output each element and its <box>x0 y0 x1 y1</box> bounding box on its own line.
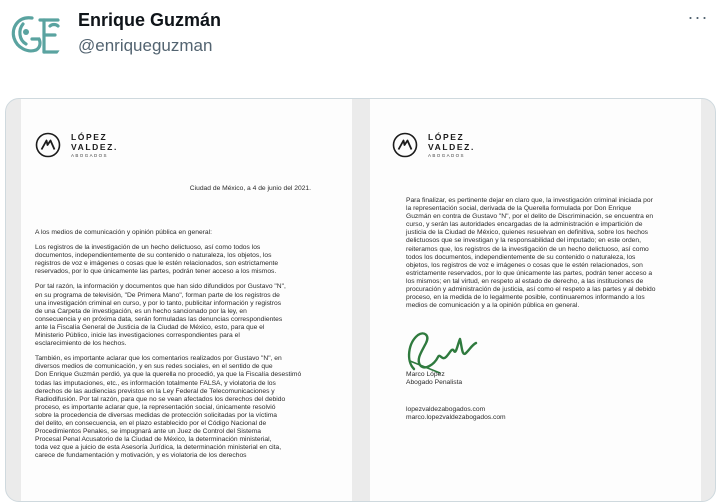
doc-line: ante la Fiscalía General de Justicia de la Ciudad de México, esto, para que el <box>35 323 265 331</box>
doc-line: Por tal razón, la información y documentos que han sido difundidos por Gustavo "N", <box>35 283 286 291</box>
doc-line: Don Enrique Guzmán perdió, ya que la querella no procedió, ya que la Fiscalía desestimó <box>35 371 302 379</box>
doc-line: la representación social, derivada de la Querella formulada por Don Enrique <box>406 205 632 213</box>
tweet-media[interactable] <box>5 98 716 502</box>
doc-line: esclarecimiento de los hechos. <box>35 340 127 348</box>
doc-line: proceso, en la medida de lo legalmente posible, continuaremos informando a los <box>406 294 645 302</box>
doc-line: objetos, los registros de voz e imágenes o cosas que le estén relacionados, son <box>406 261 643 269</box>
firm-name <box>428 133 475 152</box>
letter-body-page-2 <box>406 197 692 317</box>
doc-line: estrictamente reservados, por lo que únicamente las partes, podrán tener acceso a <box>406 269 653 277</box>
doc-line: del delito, en consecuencia, en el plazo establecido por el Código Nacional de <box>35 419 267 427</box>
signer-name: Marco López <box>406 371 445 378</box>
doc-line: consecuencia y en próxima data, serán formuladas las denuncias correspondientes <box>35 315 283 323</box>
doc-line: Ministerio Público, inicie las investigaciones correspondientes para el <box>35 332 240 340</box>
doc-line: reservados, por lo que únicamente las partes, podrán tener acceso a los mismos. <box>35 268 277 276</box>
doc-line: curso, y serán las autoridades encargadas de la administración e impartición de <box>406 221 643 229</box>
doc-line: toda vez que a juicio de esta Asesoría Jurídica, la determinación ministerial en cita, <box>35 444 282 452</box>
doc-line: Procesal Penal Acusatorio de la Ciudad de México, la determinación ministerial, <box>35 436 272 444</box>
eg-monogram-logo-icon <box>6 6 64 64</box>
firm-logo-icon <box>392 132 418 158</box>
doc-line: derechos de las audiencias previstos en la Ley Federal de Telecomunicaciones y <box>35 387 275 395</box>
doc-line: También, es importante aclarar que los comentarios realizados por Gustavo "N", en <box>35 355 282 363</box>
letter-body-page-1 <box>35 229 335 467</box>
signer-title: Abogado Penalista <box>406 379 463 387</box>
doc-line: en su programa de televisión, "De Primera Mano", forman parte de los registros de <box>35 291 280 299</box>
doc-line: Para finalizar, es pertinente dejar en claro que, la investigación criminal iniciada por <box>406 197 653 204</box>
user-handle[interactable]: @enriqueguzman <box>78 36 213 55</box>
firm-name-line2: VALDEZ. <box>428 141 475 152</box>
firm-subtitle: ABOGADOS <box>71 153 108 158</box>
firm-website: lopezvaldezabogados.com <box>406 406 486 413</box>
doc-line: procuración y administración de justicia, así como el respeto a las partes y al debido <box>406 286 656 294</box>
doc-line: medios de comunicación y a la opinión pública en general. <box>406 302 580 310</box>
signer-block <box>406 371 462 387</box>
firm-subtitle: ABOGADOS <box>428 153 465 158</box>
avatar[interactable] <box>6 6 64 64</box>
doc-line: Guzmán en contra de Gustavo "N", por el delito de Discriminación, se encuentra en <box>406 213 654 221</box>
doc-line: registros de voz e imágenes o cosas que le estén relacionados, son estrictamente <box>35 260 279 268</box>
doc-line: delictuosos que se investigan y la responsabilidad del imputado; en este orden, <box>406 237 641 245</box>
doc-line: justicia de la Ciudad de México, quienes resuelvan en definitiva, sobre los hechos <box>406 229 649 237</box>
doc-line: los mismos; en tal virtud, en respeto al estado de derecho, a las instituciones de <box>406 277 644 285</box>
firm-name-line1: LÓPEZ <box>428 132 465 142</box>
display-name[interactable]: Enrique Guzmán <box>78 10 222 30</box>
doc-line: una investigación criminal en curso, y por lo tanto, publicitar información y registros <box>35 299 282 307</box>
doc-line: reiteramos que, los registros de la investigación de un hecho delictuoso, así como <box>406 245 649 253</box>
firm-logo-icon <box>35 132 61 158</box>
letter-date: Ciudad de México, a 4 de junio del 2021. <box>189 185 311 192</box>
doc-line: todos los documentos, independientemente de su contenido o naturaleza, los <box>406 253 636 261</box>
letter-page-2 <box>370 99 701 502</box>
doc-line: Procedimientos Penales, se impugnará ante un Juez de Control del Sistema <box>35 428 262 436</box>
doc-line: Los registros de la investigación de un hecho delictuoso, así como todos los <box>35 244 261 252</box>
letter-page-1 <box>21 99 352 502</box>
doc-line: carece de fundamentación y motivación, y es violatoria de los derechos <box>35 452 247 460</box>
firm-name-line2: VALDEZ. <box>71 141 118 152</box>
more-options-icon[interactable]: ··· <box>687 7 709 27</box>
doc-line: todas las imputaciones, etc., es información totalmente FALSA, y violatoria de los <box>35 379 276 387</box>
doc-line: diversos medios de comunicación, y en sus redes sociales, en el sentido de que <box>35 363 273 371</box>
firm-name <box>71 133 118 152</box>
doc-line: de una Carpeta de investigación, es un hecho sancionado por la ley, en <box>35 307 247 315</box>
doc-line: Radiodifusión. Por tal razón, para que no se vean afectados los derechos del debido <box>35 395 286 403</box>
firm-email: marco.lopezvaldezabogados.com <box>406 414 506 422</box>
firm-name-line1: LÓPEZ <box>71 132 108 142</box>
doc-line: sobre la procedencia de diversas medidas de protección solicitadas por la víctima <box>35 411 277 419</box>
doc-line: documentos, independientemente de su contenido o naturaleza, los objetos, los <box>35 252 272 260</box>
doc-line: A los medios de comunicación y opinión pública en general: <box>35 229 212 236</box>
contact-block <box>406 406 506 422</box>
tweet-header <box>0 0 722 80</box>
doc-line: proceso, es importante aclarar que, la representación social, únicamente resolvió <box>35 403 276 411</box>
